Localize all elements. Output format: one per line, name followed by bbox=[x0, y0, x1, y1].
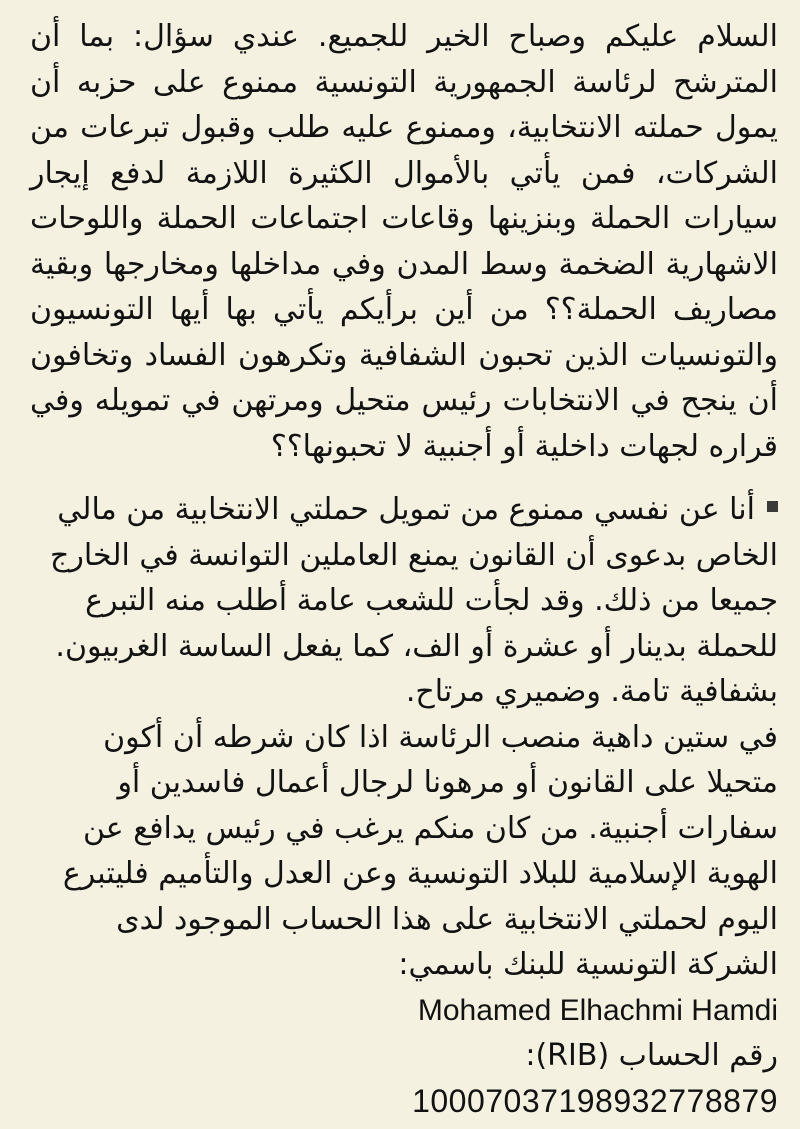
bullet-square-icon bbox=[767, 501, 778, 512]
account-name: Mohamed Elhachmi Hamdi bbox=[417, 993, 778, 1027]
intro-paragraph: السلام عليكم وصباح الخير للجميع. عندي سؤال: بما أن المترشح لرئاسة الجمهورية التونسية ممنوع على حزبه أن يمول حملته الانتخابية، وممنوع عليه طلب وقبول تبرعات من الشركات، فمن يأتي بالأموال الكثيرة اللازمة لدفع إيجار سيارات الحملة وبنزينها وقاعات اجتماعات الحملة واللوحات الاشهارية الضخمة وسط المدن وفي مداخلها ومخارجها وبقية مصاريف الحملة؟؟ من أين برأيكم يأتي بها أيها التونسيون والتونسيات الذين تحبون الشفافية وتكرهون الفساد وتخافون أن ينجح في الانتخابات رئيس متحيل ومرتهن في تمويله وفي قراره لجهات داخلية أو أجنبية لا تحبونها؟؟ bbox=[30, 19, 778, 464]
bullet-text: أنا عن نفسي ممنوع من تمويل حملتي الانتخابية من مالي الخاص بدعوى أن القانون يمنع العاملين التوانسة في الخارج جميعا من ذلك. وقد لجأت للشعب عامة أطلب منه التبرع للحملة بدينار أو عشرة أو الف، كما يفعل الساسة الغربيون. بشفافية تامة. وضميري مرتاح. bbox=[50, 492, 778, 709]
body-paragraph: في ستين داهية منصب الرئاسة اذا كان شرطه أن أكون متحيلا على القانون أو مرهونا لرجال أعمال فاسدين أو سفارات أجنبية. من كان منكم يرغب في رئيس يدافع عن الهوية الإسلامية للبلاد التونسية وعن العدل والتأميم فليتبرع اليوم لحملتي الانتخابية على هذا الحساب الموجود لدى الشركة التونسية للبنك باسمي: bbox=[62, 719, 778, 982]
bullet-paragraph bbox=[30, 487, 778, 715]
rib-label: رقم الحساب (RIB): bbox=[525, 1038, 778, 1073]
rib-number: 10007037198932778879 bbox=[412, 1082, 778, 1119]
